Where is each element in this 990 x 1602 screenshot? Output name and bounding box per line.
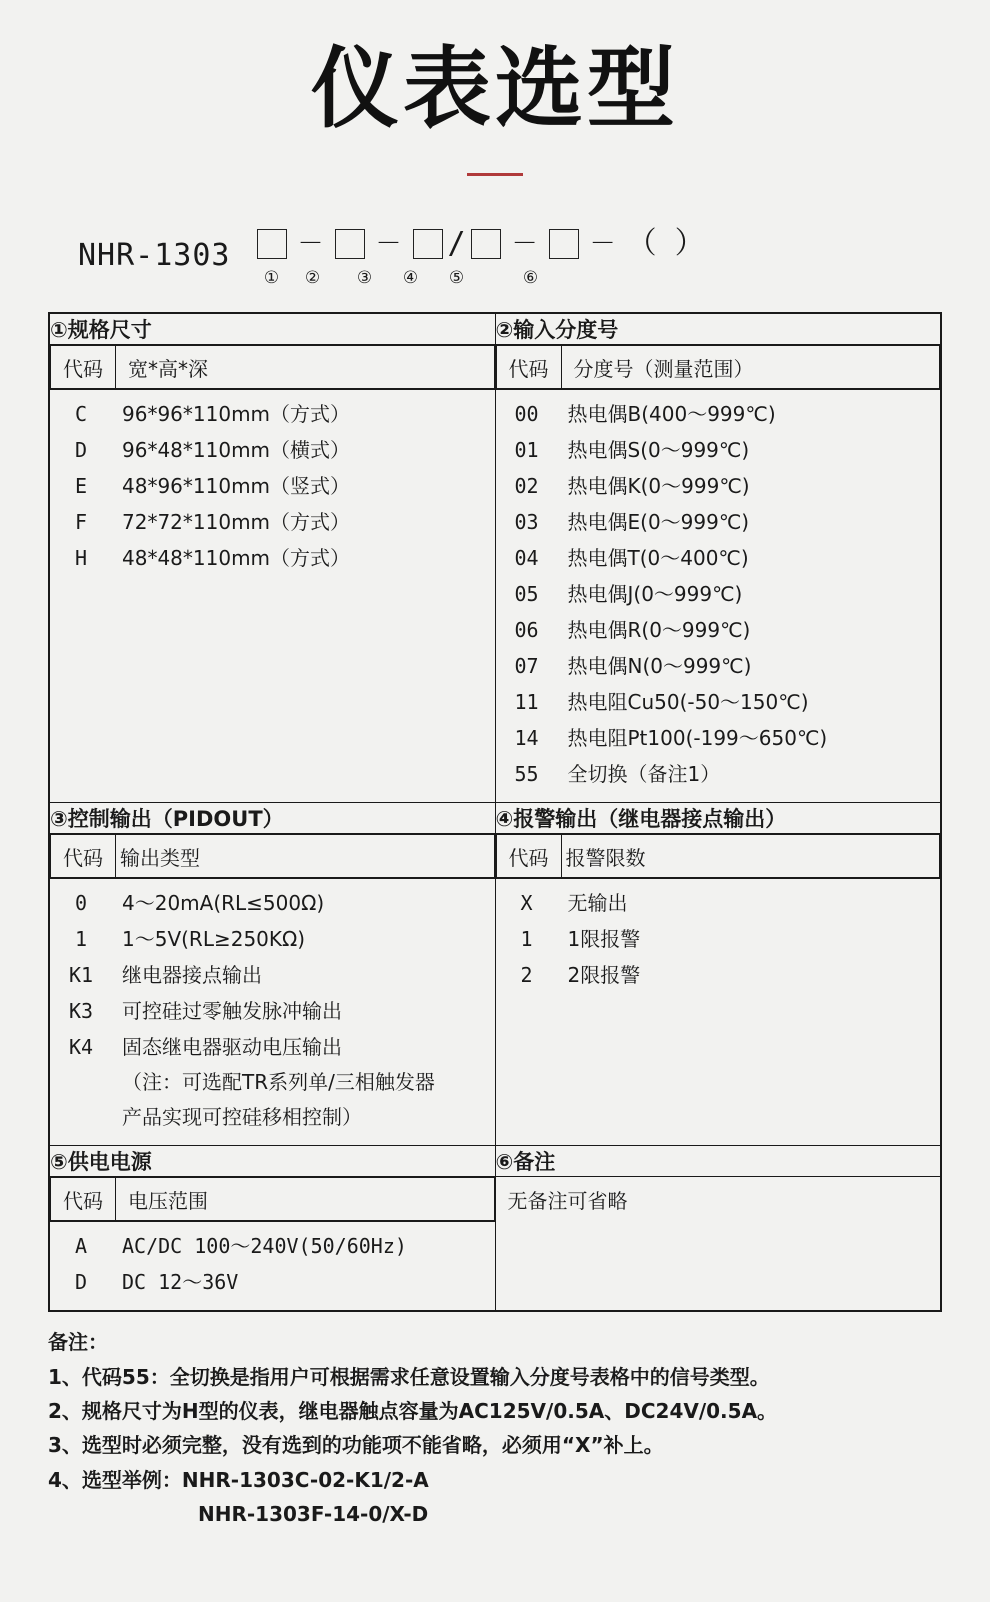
section-2-rows <box>496 390 941 802</box>
section-2-header-table <box>496 345 941 389</box>
code: 1 <box>74 927 88 952</box>
desc: 热电偶N(0～999℃) <box>567 654 752 679</box>
slot-box-4[interactable] <box>471 229 501 259</box>
desc: 96*96*110mm（方式） <box>122 402 351 427</box>
slot-marker-5: ⑤ <box>448 268 465 289</box>
list-item <box>50 396 495 432</box>
notes-title: 备注： <box>48 1330 108 1355</box>
slot-marker-6: ⑥ <box>522 268 539 289</box>
slot-marker-2: ② <box>304 268 321 289</box>
table-row <box>51 346 495 389</box>
section-5-col-code: 代码 <box>51 1178 116 1221</box>
section-2-body <box>495 390 941 803</box>
slot-box-1[interactable] <box>257 229 287 259</box>
code: 2 <box>520 963 533 988</box>
desc: 热电阻Pt100(-199～650℃) <box>567 726 828 751</box>
desc: 48*96*110mm（竖式） <box>122 474 351 499</box>
table-row <box>50 345 941 390</box>
code: H <box>74 546 88 571</box>
note-item-3: 3、选型时必须完整，没有选到的功能项不能省略，必须用“X”补上。 <box>48 1433 664 1458</box>
footer-notes <box>48 1326 942 1530</box>
code: K3 <box>68 999 94 1024</box>
separator-3: / <box>447 226 466 262</box>
code: A <box>74 1234 88 1259</box>
desc: 96*48*110mm（横式） <box>122 438 351 463</box>
list-item <box>496 540 941 576</box>
section-1-header-table <box>50 345 495 389</box>
desc: 2限报警 <box>567 963 641 988</box>
slot-marker-3: ③ <box>356 268 373 289</box>
list-item <box>50 885 495 921</box>
list-item <box>50 468 495 504</box>
model-slot-boxes <box>257 222 705 266</box>
list-item <box>50 921 495 957</box>
code: C <box>74 402 88 427</box>
section-3-colheader <box>50 834 496 879</box>
desc: 72*72*110mm（方式） <box>122 510 351 535</box>
list-item <box>496 957 941 993</box>
code: 03 <box>514 510 539 535</box>
list-item <box>496 396 941 432</box>
list-item <box>496 468 941 504</box>
desc: 热电偶R(0～999℃) <box>567 618 751 643</box>
list-item <box>496 921 941 957</box>
section-6-body <box>495 1177 941 1311</box>
section-1-col-code: 代码 <box>51 346 116 389</box>
desc: 热电偶S(0～999℃) <box>567 438 750 463</box>
desc: 热电偶J(0～999℃) <box>567 582 743 607</box>
section-5-colheader <box>50 1177 496 1222</box>
desc: 可控硅过零触发脉冲输出 <box>122 999 342 1024</box>
list-item <box>496 720 941 756</box>
list-item <box>496 612 941 648</box>
section-2-col-desc: 分度号（测量范围） <box>561 346 940 389</box>
table-row <box>496 835 940 878</box>
code: F <box>74 510 88 535</box>
title-divider <box>467 173 523 176</box>
list-item <box>50 1264 495 1300</box>
section-1-heading: ①规格尺寸 <box>50 314 496 345</box>
section-4-body <box>495 879 941 1146</box>
desc: 固态继电器驱动电压输出 <box>122 1035 342 1060</box>
code: 1 <box>520 927 533 952</box>
table-row <box>50 314 941 345</box>
section-3-col-code: 代码 <box>51 835 116 878</box>
table-row <box>51 835 495 878</box>
section-3-heading: ③控制输出（PIDOUT） <box>50 803 496 834</box>
section-5-rows <box>50 1222 495 1310</box>
table-row <box>50 879 941 1146</box>
slot-box-3[interactable] <box>413 229 443 259</box>
desc: 热电偶B(400～999℃) <box>567 402 776 427</box>
note-item-4-example-2: NHR-1303F-14-0/X-D <box>198 1502 429 1527</box>
table-row <box>51 1178 495 1221</box>
table-row <box>50 1146 941 1177</box>
desc: 热电偶E(0～999℃) <box>567 510 750 535</box>
section-3-col-desc: 输出类型 <box>116 835 495 878</box>
list-item <box>496 885 941 921</box>
list-item <box>50 540 495 576</box>
table-row <box>496 346 940 389</box>
list-item <box>496 504 941 540</box>
list-item <box>50 1228 495 1264</box>
separator-1: － <box>297 229 324 260</box>
section-2-col-code: 代码 <box>496 346 561 389</box>
table-row <box>50 834 941 879</box>
desc: 1～5V(RL≥250KΩ) <box>122 927 306 952</box>
section-3-note-line-2: 产品实现可控硅移相控制） <box>122 1105 362 1130</box>
code: 55 <box>514 762 539 787</box>
code: 14 <box>514 726 539 751</box>
separator-4: － <box>511 229 538 260</box>
desc: DC 12～36V <box>122 1270 239 1295</box>
slot-marker-4: ④ <box>402 268 419 289</box>
desc: 全切换（备注1） <box>567 762 721 787</box>
section-3-note-line-1: （注：可选配TR系列单/三相触发器 <box>122 1070 435 1095</box>
list-item <box>50 993 495 1029</box>
list-item <box>50 957 495 993</box>
table-row <box>50 390 941 803</box>
desc: 热电阻Cu50(-50～150℃) <box>567 690 809 715</box>
code: 01 <box>514 438 539 463</box>
desc: 1限报警 <box>567 927 641 952</box>
selection-grid <box>49 313 941 1311</box>
code: D <box>74 1270 88 1295</box>
code: 02 <box>514 474 539 499</box>
model-slot-markers <box>257 268 705 288</box>
section-1-body <box>50 390 496 803</box>
section-3-rows <box>50 879 495 1145</box>
desc: AC/DC 100～240V(50/60Hz) <box>122 1234 407 1259</box>
model-slots <box>257 222 705 288</box>
desc: 热电偶K(0～999℃) <box>567 474 750 499</box>
list-item <box>50 504 495 540</box>
code: 06 <box>514 618 539 643</box>
list-item <box>496 648 941 684</box>
section-5-body <box>50 1222 496 1311</box>
slot-box-2[interactable] <box>335 229 365 259</box>
model-name: NHR-1303 <box>78 238 231 274</box>
slot-paren-6[interactable]: （ ） <box>626 226 705 262</box>
section-1-rows <box>50 390 495 586</box>
code: 0 <box>74 891 88 916</box>
list-item <box>50 1029 495 1065</box>
code: K4 <box>68 1035 94 1060</box>
section-6-heading: ⑥备注 <box>495 1146 941 1177</box>
model-code-row <box>0 222 990 288</box>
desc: 热电偶T(0～400℃) <box>567 546 749 571</box>
separator-5: － <box>589 229 616 260</box>
list-item <box>496 576 941 612</box>
section-5-col-desc: 电压范围 <box>116 1178 495 1221</box>
section-4-col-code: 代码 <box>496 835 561 878</box>
section-5-heading: ⑤供电电源 <box>50 1146 496 1177</box>
separator-2: － <box>375 229 402 260</box>
section-4-heading: ④报警输出（继电器接点输出） <box>495 803 941 834</box>
section-6-text: 无备注可省略 <box>507 1189 628 1214</box>
note-item-2: 2、规格尺寸为H型的仪表，继电器触点容量为AC125V/0.5A、DC24V/0.5A。 <box>48 1398 778 1423</box>
page-title: 仪表选型 <box>310 37 679 140</box>
section-2-heading: ②输入分度号 <box>495 314 941 345</box>
code: E <box>74 474 88 499</box>
list-item <box>496 432 941 468</box>
desc: 继电器接点输出 <box>122 963 262 988</box>
list-item <box>50 432 495 468</box>
code: X <box>520 891 533 916</box>
code: 05 <box>514 582 539 607</box>
note-item-1: 1、代码55：全切换是指用户可根据需求任意设置输入分度号表格中的信号类型。 <box>48 1364 770 1389</box>
code: 00 <box>514 402 539 427</box>
code: K1 <box>68 963 94 988</box>
table-row <box>50 803 941 834</box>
code: 11 <box>514 690 539 715</box>
section-4-col-desc: 报警限数 <box>561 835 940 878</box>
desc: 48*48*110mm（方式） <box>122 546 351 571</box>
list-item <box>496 756 941 792</box>
section-4-header-table <box>496 834 941 878</box>
section-2-colheader <box>495 345 941 390</box>
desc: 4～20mA(RL≤500Ω) <box>122 891 325 916</box>
section-4-colheader <box>495 834 941 879</box>
section-3-header-table <box>50 834 495 878</box>
section-5-header-table <box>50 1177 495 1221</box>
slot-marker-1: ① <box>263 268 280 289</box>
code: 04 <box>514 546 539 571</box>
slot-box-5[interactable] <box>549 229 579 259</box>
section-1-col-desc: 宽*高*深 <box>116 346 495 389</box>
section-4-rows <box>496 879 941 1003</box>
table-row <box>50 1177 941 1222</box>
section-1-colheader <box>50 345 496 390</box>
code: D <box>74 438 88 463</box>
desc: 无输出 <box>567 891 628 916</box>
list-item <box>496 684 941 720</box>
code: 07 <box>514 654 539 679</box>
section-3-body <box>50 879 496 1146</box>
selection-table <box>48 312 942 1312</box>
note-item-4: 4、选型举例：NHR-1303C-02-K1/2-A <box>48 1467 429 1492</box>
